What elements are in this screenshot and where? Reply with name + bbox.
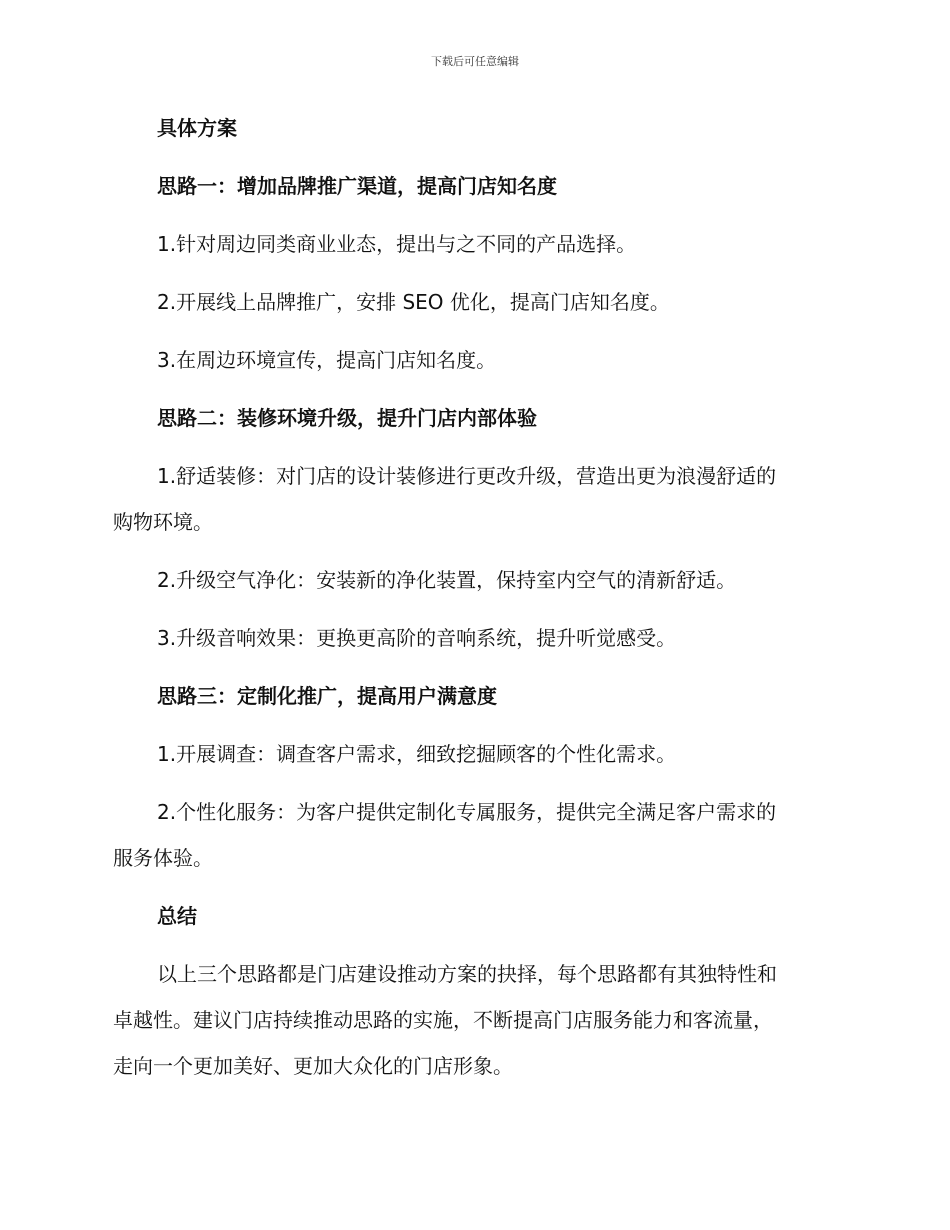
section1-item-3: 3.在周边环境宣传，提高门店知名度。 xyxy=(157,348,497,372)
section-heading-2: 思路二：装修环境升级，提升门店内部体验 xyxy=(157,406,537,430)
section2-item-3: 3.升级音响效果：更换更高阶的音响系统，提升听觉感受。 xyxy=(157,626,677,650)
section-heading-1: 思路一：增加品牌推广渠道，提高门店知名度 xyxy=(157,174,557,198)
summary-line-3: 走向一个更加美好、更加大众化的门店形象。 xyxy=(113,1054,513,1078)
section3-item-2-line-2: 服务体验。 xyxy=(113,846,213,870)
summary-line-2: 卓越性。建议门店持续推动思路的实施，不断提高门店服务能力和客流量， xyxy=(113,1008,773,1032)
section-heading-3: 思路三：定制化推广，提高用户满意度 xyxy=(157,684,497,708)
section2-item-1-line-1: 1.舒适装修：对门店的设计装修进行更改升级，营造出更为浪漫舒适的 xyxy=(157,464,777,488)
section3-item-1: 1.开展调查：调查客户需求，细致挖掘顾客的个性化需求。 xyxy=(157,742,677,766)
header-note: 下载后可任意编辑 xyxy=(431,55,519,68)
document-body xyxy=(113,113,835,1081)
summary-line-1: 以上三个思路都是门店建设推动方案的抉择，每个思路都有其独特性和 xyxy=(157,962,777,986)
section1-item-1: 1.针对周边同类商业业态，提出与之不同的产品选择。 xyxy=(157,232,637,256)
document-title: 具体方案 xyxy=(157,116,237,140)
section2-item-2: 2.升级空气净化：安装新的净化装置，保持室内空气的清新舒适。 xyxy=(157,568,737,592)
section3-item-2-line-1: 2.个性化服务：为客户提供定制化专属服务，提供完全满足客户需求的 xyxy=(157,800,777,824)
section1-item-2: 2.开展线上品牌推广，安排 SEO 优化，提高门店知名度。 xyxy=(157,290,670,314)
summary-heading: 总结 xyxy=(157,904,197,928)
section2-item-1-line-2: 购物环境。 xyxy=(113,510,213,534)
